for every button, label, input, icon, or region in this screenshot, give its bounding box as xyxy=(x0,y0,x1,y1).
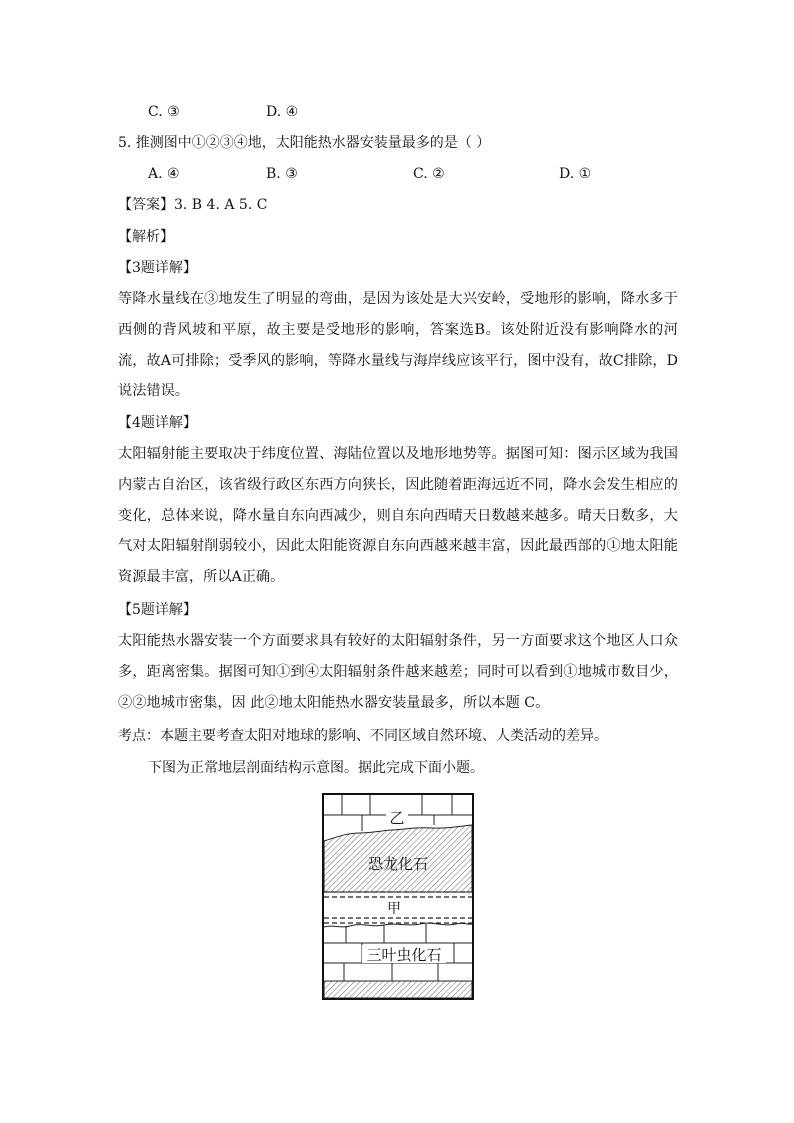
q5-stem: 5. 推测图中①②③④地，太阳能热水器安装量最多的是（ ） xyxy=(118,135,491,151)
q4-detail-header: 【4题详解】 xyxy=(118,415,197,431)
q4-option-d: D. ④ xyxy=(266,104,299,120)
q3-detail-header: 【3题详解】 xyxy=(118,260,197,276)
q5-option-d: D. ① xyxy=(559,166,592,182)
q5-option-b: B. ③ xyxy=(266,166,298,182)
q4-detail-body: 太阳辐射能主要取决于纬度位置、海陆位置以及地形地势等。据图可知：图示区域为我国内蒙古自治区，该省级行政区东西方向狭长，因此随着距海远近不同，降水会发生相应的变化，总体来说，降水量自东向西减少，则自东向西晴天日数越来越多。晴天日数多，大气对太阳辐射削弱较小，因此太阳能资源自东向西越来越丰富，因此最西部的①地太阳能资源最丰富，所以A正确。 xyxy=(118,446,678,586)
q3-detail-body: 等降水量线在③地发生了明显的弯曲，是因为该处是大兴安岭，受地形的影响，降水多于西侧的背风坡和平原，故主要是受地形的影响，答案选B。该处附近没有影响降水的河流，故A可排除；受季风的影响，等降水量线与海岸线应该平行，图中没有，故C排除，D说法错误。 xyxy=(118,291,678,400)
exam-point: 考点：本题主要考查太阳对地球的影响、不同区域自然环境、人类活动的差异。 xyxy=(118,728,608,744)
stratigraphic-section-figure xyxy=(322,793,474,1000)
q5-option-a: A. ④ xyxy=(148,166,180,182)
label-dinosaur-fossil: 恐龙化石 xyxy=(367,855,429,873)
layer-bottom-band xyxy=(324,981,472,998)
label-jia: 甲 xyxy=(387,901,401,917)
answer-line: 【答案】3. B 4. A 5. C xyxy=(118,197,268,213)
next-question-intro: 下图为正常地层剖面结构示意图。据此完成下面小题。 xyxy=(148,760,484,776)
q5-detail-header: 【5题详解】 xyxy=(118,602,197,618)
label-trilobite-fossil: 三叶虫化石 xyxy=(366,946,442,964)
q5-detail-body: 太阳能热水器安装一个方面要求具有较好的太阳辐射条件，另一方面要求这个地区人口众多，距离密集。据图可知①到④太阳辐射条件越来越差；同时可以看到①地城市数目少，②②地城市密集，因 此②地太阳能热水器安装量最多，所以本题 C。 xyxy=(118,633,678,711)
analysis-header: 【解析】 xyxy=(118,229,174,245)
q4-option-c: C. ③ xyxy=(148,104,180,120)
q5-option-c: C. ② xyxy=(413,166,445,182)
label-yi: 乙 xyxy=(389,809,405,827)
